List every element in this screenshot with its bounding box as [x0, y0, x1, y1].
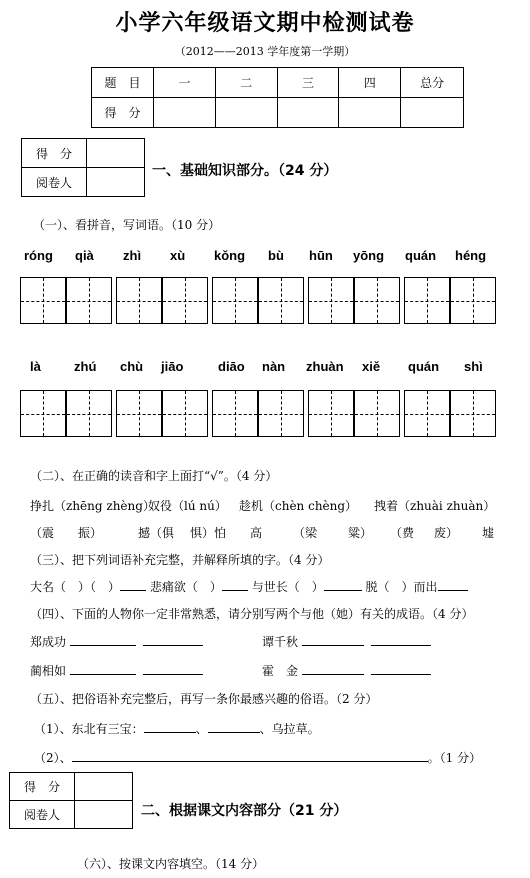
- char-box[interactable]: [258, 390, 304, 437]
- q5-title: （五）、把俗语补充完整后，再写一条你最感兴趣的俗语。（2 分）: [30, 692, 378, 706]
- char-box[interactable]: [308, 277, 354, 324]
- q5-blank[interactable]: [72, 749, 428, 762]
- char-box[interactable]: [258, 277, 304, 324]
- q4-name: 蔺相如: [30, 664, 67, 678]
- score-row-label: 得 分: [92, 98, 154, 128]
- q2-item: 废）: [434, 526, 459, 540]
- q2-item: 惧）怕: [190, 526, 227, 540]
- score-header-cell: 三: [277, 68, 339, 98]
- q5-item-2: [34, 749, 481, 766]
- q3-part: 与世长（ ）: [251, 580, 324, 594]
- score-header-cell: 二: [215, 68, 277, 98]
- char-box[interactable]: [354, 277, 400, 324]
- char-box[interactable]: [308, 390, 354, 437]
- q2-item: 粱）: [348, 526, 373, 540]
- pinyin: qià: [75, 248, 94, 263]
- q2-item: 墟: [482, 526, 495, 540]
- page-subtitle: （2012——2013 学年度第一学期）: [174, 45, 356, 58]
- q5-blank[interactable]: [208, 720, 260, 733]
- pinyin: zhú: [74, 359, 97, 374]
- score-cell[interactable]: [339, 98, 401, 128]
- pinyin: xù: [170, 248, 186, 263]
- q2-item: （梁: [293, 526, 318, 540]
- score-table: [91, 67, 464, 128]
- q3-blank[interactable]: [222, 578, 248, 591]
- score-header-cell: 四: [339, 68, 401, 98]
- q3-part: 大名（ ）（ ）: [30, 580, 121, 594]
- pinyin: bù: [268, 248, 284, 263]
- grader-reviewer-label: 阅卷人: [22, 168, 87, 197]
- grader-score-cell[interactable]: [75, 773, 133, 801]
- q2-title: （二）、在正确的读音和字上面打“√”。（4 分）: [30, 469, 278, 483]
- pinyin: quán: [405, 248, 437, 263]
- char-box[interactable]: [212, 390, 258, 437]
- q3-line: [30, 578, 468, 595]
- q5-item-1: [34, 720, 320, 737]
- char-box[interactable]: [116, 277, 162, 324]
- q3-title: （三）、把下列词语补充完整，并解释所填的字。（4 分）: [30, 553, 330, 567]
- q5-item1-sep: 、: [195, 722, 208, 736]
- char-box[interactable]: [162, 390, 208, 437]
- q3-part: 悲痛欲（ ）: [149, 580, 222, 594]
- pinyin: shì: [464, 359, 483, 374]
- score-header-cell: 一: [154, 68, 216, 98]
- page-title: 小学六年级语文期中检测试卷: [115, 10, 415, 36]
- pinyin: héng: [455, 248, 487, 263]
- pinyin: zhì: [123, 248, 142, 263]
- q3-blank[interactable]: [438, 578, 468, 591]
- q2-item: 奴役（lú nú）: [148, 499, 227, 513]
- q2-item: 挣扎（zhēng zhèng）: [30, 499, 155, 513]
- score-cell[interactable]: [215, 98, 277, 128]
- pinyin: xiě: [362, 359, 381, 374]
- pinyin: nàn: [262, 359, 286, 374]
- q4-blank[interactable]: [371, 633, 431, 646]
- pinyin: chù: [120, 359, 144, 374]
- grader-score-label: 得 分: [22, 139, 87, 168]
- char-box[interactable]: [20, 277, 66, 324]
- q2-item: 振）: [78, 526, 103, 540]
- q5-item1-prefix: （1）、东北有三宝：: [34, 722, 144, 736]
- q4-person: [262, 662, 431, 679]
- q3-blank[interactable]: [120, 578, 146, 591]
- grader-reviewer-label: 阅卷人: [10, 801, 75, 829]
- q6-title: （六）、按课文内容填空。（14 分）: [77, 857, 265, 871]
- grader-box: [9, 772, 133, 829]
- char-box[interactable]: [404, 390, 450, 437]
- pinyin: quán: [408, 359, 440, 374]
- q4-name: 郑成功: [30, 635, 67, 649]
- q4-title: （四）、下面的人物你一定非常熟悉，请分别写两个与他（她）有关的成语。（4 分）: [30, 607, 474, 621]
- q4-blank[interactable]: [302, 662, 364, 675]
- pinyin: róng: [24, 248, 53, 263]
- q4-blank[interactable]: [371, 662, 431, 675]
- q4-blank[interactable]: [70, 633, 136, 646]
- q4-blank[interactable]: [302, 633, 364, 646]
- pinyin: kǒng: [214, 248, 246, 263]
- section-2-title: 二、根据课文内容部分（21 分）: [141, 803, 348, 819]
- char-box[interactable]: [450, 390, 496, 437]
- q5-item1-suffix: 、乌拉草。: [259, 722, 320, 736]
- score-cell[interactable]: [401, 98, 464, 128]
- grader-box: [21, 138, 145, 197]
- q3-part: 脱（ ）而出: [365, 580, 438, 594]
- grader-score-cell[interactable]: [87, 139, 145, 168]
- char-box[interactable]: [66, 390, 112, 437]
- grader-reviewer-cell[interactable]: [75, 801, 133, 829]
- q4-blank[interactable]: [70, 662, 136, 675]
- char-box[interactable]: [162, 277, 208, 324]
- q2-item: （震: [30, 526, 55, 540]
- char-box[interactable]: [354, 390, 400, 437]
- score-header-cell: 题 目: [92, 68, 154, 98]
- char-box[interactable]: [116, 390, 162, 437]
- q1-title: （一）、看拼音，写词语。（10 分）: [33, 218, 221, 232]
- score-cell[interactable]: [154, 98, 216, 128]
- pinyin: jiāo: [161, 359, 184, 374]
- q4-person: [30, 633, 203, 650]
- q4-blank[interactable]: [143, 633, 203, 646]
- q2-item: 撼（俱: [138, 526, 175, 540]
- q5-item2-suffix: 。（1 分）: [427, 751, 482, 765]
- q4-name: 霍 金: [262, 664, 299, 678]
- q3-blank[interactable]: [324, 578, 362, 591]
- q5-item2-prefix: （2）、: [34, 751, 72, 765]
- char-box[interactable]: [212, 277, 258, 324]
- pinyin: zhuàn: [306, 359, 344, 374]
- pinyin: diāo: [218, 359, 245, 374]
- q2-item: （费: [390, 526, 415, 540]
- grader-score-label: 得 分: [10, 773, 75, 801]
- score-cell[interactable]: [277, 98, 339, 128]
- section-1-title: 一、基础知识部分。（24 分）: [152, 163, 338, 179]
- q5-blank[interactable]: [144, 720, 196, 733]
- q2-item: 高: [250, 526, 263, 540]
- char-box[interactable]: [66, 277, 112, 324]
- char-box[interactable]: [20, 390, 66, 437]
- q4-person: [30, 662, 203, 679]
- pinyin: yōng: [353, 248, 385, 263]
- pinyin: hūn: [309, 248, 333, 263]
- grader-reviewer-cell[interactable]: [87, 168, 145, 197]
- char-box[interactable]: [404, 277, 450, 324]
- q4-blank[interactable]: [143, 662, 203, 675]
- q4-name: 谭千秋: [262, 635, 299, 649]
- score-header-cell: 总分: [401, 68, 464, 98]
- q2-item: 拽着（zhuài zhuàn）: [374, 499, 496, 513]
- q2-item: 趁机（chèn chèng）: [239, 499, 358, 513]
- q4-person: [262, 633, 431, 650]
- char-box[interactable]: [450, 277, 496, 324]
- pinyin: là: [30, 359, 41, 374]
